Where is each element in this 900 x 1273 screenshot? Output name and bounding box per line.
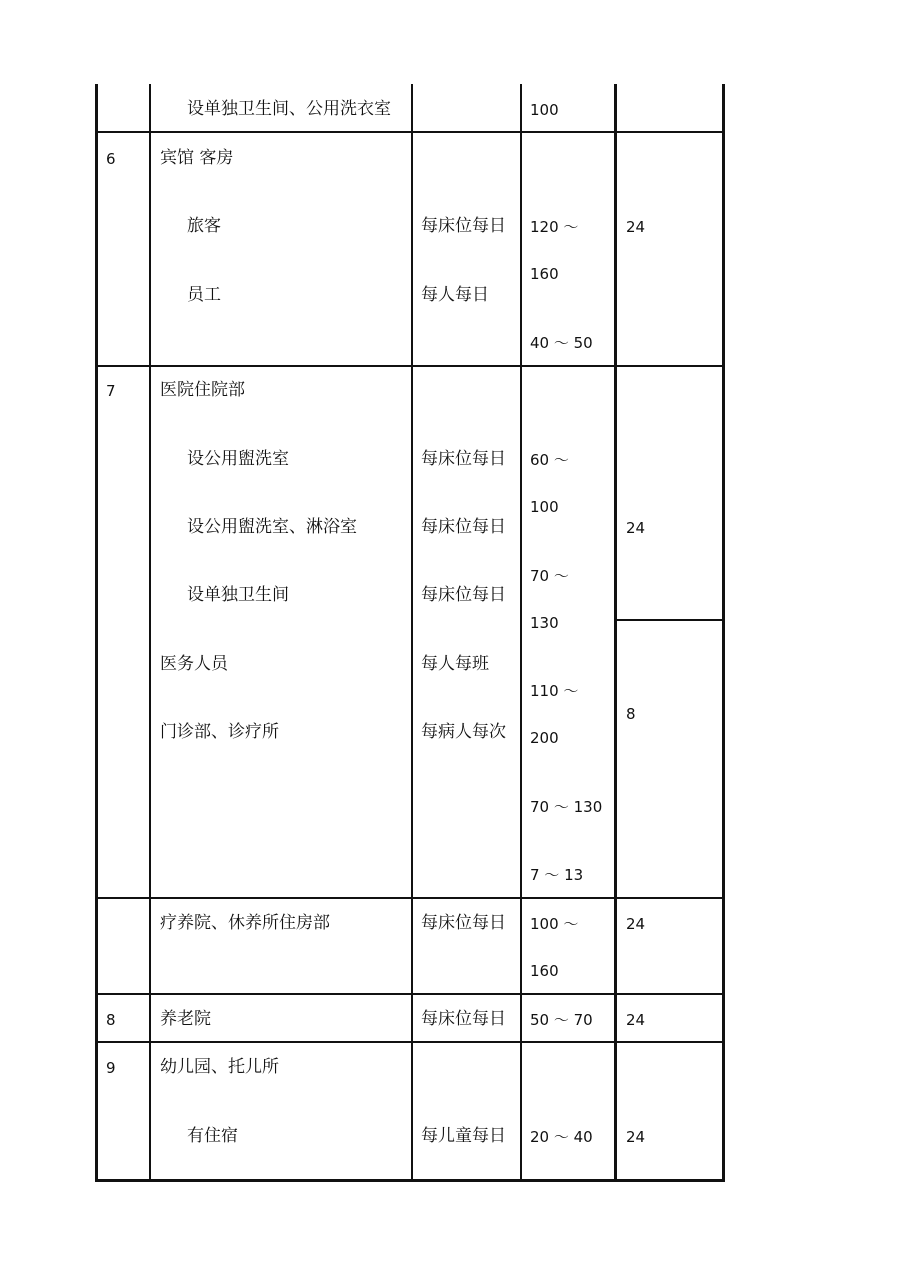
quota-cell: 120 ～ (530, 218, 579, 236)
row-number-cell: 8 (106, 1011, 116, 1029)
quota-cell: 160 (530, 962, 559, 980)
table-line-h3 (616, 619, 725, 621)
quota-cell: 100 (530, 101, 559, 119)
unit-cell: 每人每班 (421, 654, 489, 674)
facility-cell: 设公用盥洗室、淋浴室 (187, 517, 357, 537)
facility-cell: 养老院 (160, 1009, 211, 1029)
facility-cell: 宾馆 客房 (160, 148, 234, 168)
table-line-col2 (411, 84, 413, 1182)
row-number-cell: 9 (106, 1059, 116, 1077)
unit-cell: 每床位每日 (421, 913, 506, 933)
quota-cell: 130 (530, 614, 559, 632)
quota-cell: 200 (530, 729, 559, 747)
unit-cell: 每人每日 (421, 285, 489, 305)
table-line-h6 (95, 1041, 725, 1043)
unit-cell: 每床位每日 (421, 216, 506, 236)
hours-cell: 24 (626, 1128, 646, 1146)
quota-cell: 40 ～ 50 (530, 334, 593, 352)
hours-cell: 24 (626, 519, 646, 537)
table-line-left (95, 84, 98, 1182)
unit-cell: 每儿童每日 (421, 1126, 506, 1146)
facility-cell: 有住宿 (187, 1126, 238, 1146)
facility-cell: 员工 (187, 285, 221, 305)
hours-cell: 24 (626, 1011, 646, 1029)
facility-cell: 医院住院部 (160, 380, 245, 400)
table-line-h2 (95, 365, 725, 367)
facility-cell: 设单独卫生间 (187, 585, 289, 605)
table-line-h1 (95, 131, 725, 133)
quota-cell: 160 (530, 265, 559, 283)
facility-cell: 疗养院、休养所住房部 (160, 913, 330, 933)
quota-cell: 60 ～ (530, 451, 569, 469)
hours-cell: 8 (626, 705, 636, 723)
quota-cell: 7 ～ 13 (530, 866, 584, 884)
facility-cell: 幼儿园、托儿所 (160, 1057, 279, 1077)
table-line-col3 (520, 84, 522, 1182)
table-line-bottom (95, 1179, 725, 1182)
facility-cell: 设单独卫生间、公用洗衣室 (187, 99, 391, 119)
facility-cell: 门诊部、诊疗所 (160, 722, 279, 742)
facility-cell: 旅客 (187, 216, 221, 236)
hours-cell: 24 (626, 218, 646, 236)
row-number-cell: 6 (106, 150, 116, 168)
quota-cell: 100 ～ (530, 915, 579, 933)
quota-cell: 100 (530, 498, 559, 516)
facility-cell: 医务人员 (160, 654, 228, 674)
quota-cell: 70 ～ (530, 567, 569, 585)
table-line-right (722, 84, 725, 1182)
quota-cell: 110 ～ (530, 682, 579, 700)
table-line-h4 (95, 897, 725, 899)
quota-cell: 50 ～ 70 (530, 1011, 593, 1029)
facility-cell: 设公用盥洗室 (187, 449, 289, 469)
unit-cell: 每病人每次 (421, 722, 506, 742)
unit-cell: 每床位每日 (421, 1009, 506, 1029)
quota-cell: 70 ～ 130 (530, 798, 603, 816)
hours-cell: 24 (626, 915, 646, 933)
table-line-col4 (614, 84, 617, 1182)
table-line-h5 (95, 993, 725, 995)
row-number-cell: 7 (106, 382, 116, 400)
table-line-col1 (149, 84, 151, 1182)
quota-cell: 20 ～ 40 (530, 1128, 593, 1146)
unit-cell: 每床位每日 (421, 517, 506, 537)
unit-cell: 每床位每日 (421, 449, 506, 469)
unit-cell: 每床位每日 (421, 585, 506, 605)
